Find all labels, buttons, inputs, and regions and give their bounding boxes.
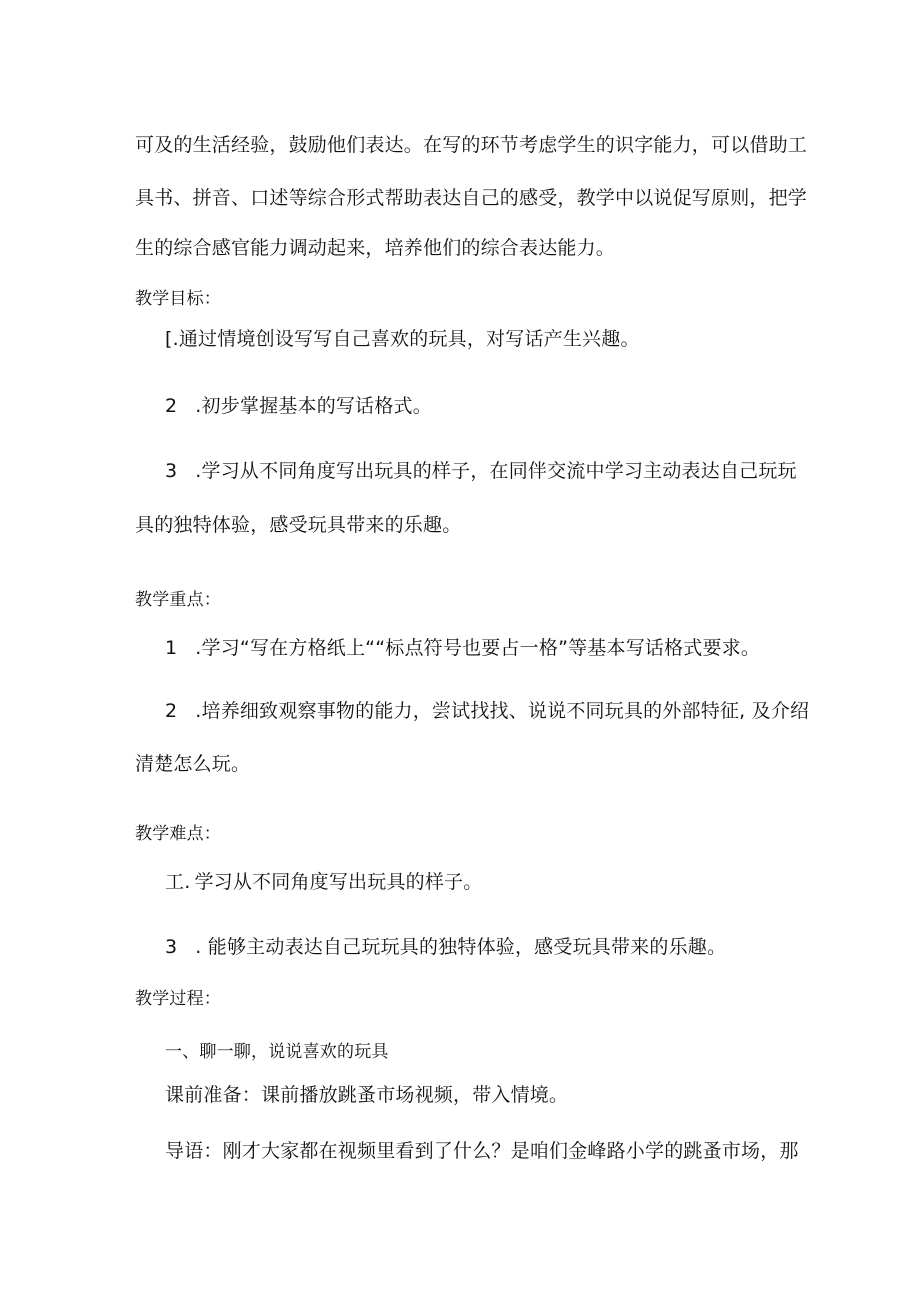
objective-3 — [165, 459, 797, 483]
difficulty-2-text: . 能够主动表达自己玩玩具的独特体验，感受玩具带来的乐趣。 — [195, 936, 727, 958]
key-point-1-number: 1 — [165, 637, 178, 659]
process-heading: 教学过程： — [135, 989, 221, 1009]
objective-2 — [165, 394, 432, 418]
intro-line-2: 具书、拼音、口述等综合形式帮助表达自己的感受，教学中以说促写原则，把学 — [135, 187, 808, 209]
difficulties-heading: 教学难点： — [135, 824, 221, 844]
process-prep: 课前准备：课前播放跳蚤市场视频，带入情境。 — [165, 1084, 569, 1106]
intro-line-1: 可及的生活经验，鼓励他们表达。在写的环节考虑学生的识字能力，可以借助工 — [135, 134, 808, 156]
process-section-1: 一、聊一聊，说说喜欢的玩具 — [165, 1042, 389, 1062]
objective-2-number: 2 — [165, 395, 178, 417]
key-point-1 — [165, 636, 760, 660]
difficulty-2-number: 3 — [165, 936, 178, 958]
objective-3-text-a: .学习从不同角度写出玩具的样子，在同伴交流中学习主动表达自己玩玩 — [195, 460, 797, 482]
key-point-2-number: 2 — [165, 700, 178, 722]
objective-2-text: .初步掌握基本的写话格式。 — [195, 395, 432, 417]
key-points-heading: 教学重点： — [135, 590, 221, 610]
intro-line-3: 生的综合感官能力调动起来，培养他们的综合表达能力。 — [135, 237, 616, 259]
objectives-heading: 教学目标： — [135, 289, 221, 309]
key-point-2-text-a: .培养细致观察事物的能力，尝试找找、说说不同玩具的外部特征, 及介绍 — [195, 700, 810, 722]
difficulty-2 — [165, 935, 726, 959]
objective-1-number: [. — [165, 328, 179, 350]
objective-1 — [165, 327, 640, 351]
key-point-2-text-b: 清楚怎么玩。 — [135, 753, 251, 775]
key-point-1-text: .学习“写在方格纸上““标点符号也要占一格”等基本写话格式要求。 — [195, 637, 761, 659]
difficulty-1-text: 学习从不同角度写出玩具的样子。 — [194, 871, 483, 893]
key-point-2 — [165, 699, 809, 723]
objective-3-number: 3 — [165, 460, 178, 482]
objective-3-text-b: 具的独特体验，感受玩具带来的乐趣。 — [135, 514, 462, 536]
process-guide: 导语：刚才大家都在视频里看到了什么？是咱们金峰路小学的跳蚤市场，那 — [165, 1140, 799, 1162]
difficulty-1 — [165, 870, 482, 894]
objective-1-text: 通过情境创设写写自己喜欢的玩具，对写话产生兴趣。 — [178, 328, 640, 350]
difficulty-1-number: 工. — [165, 871, 191, 893]
